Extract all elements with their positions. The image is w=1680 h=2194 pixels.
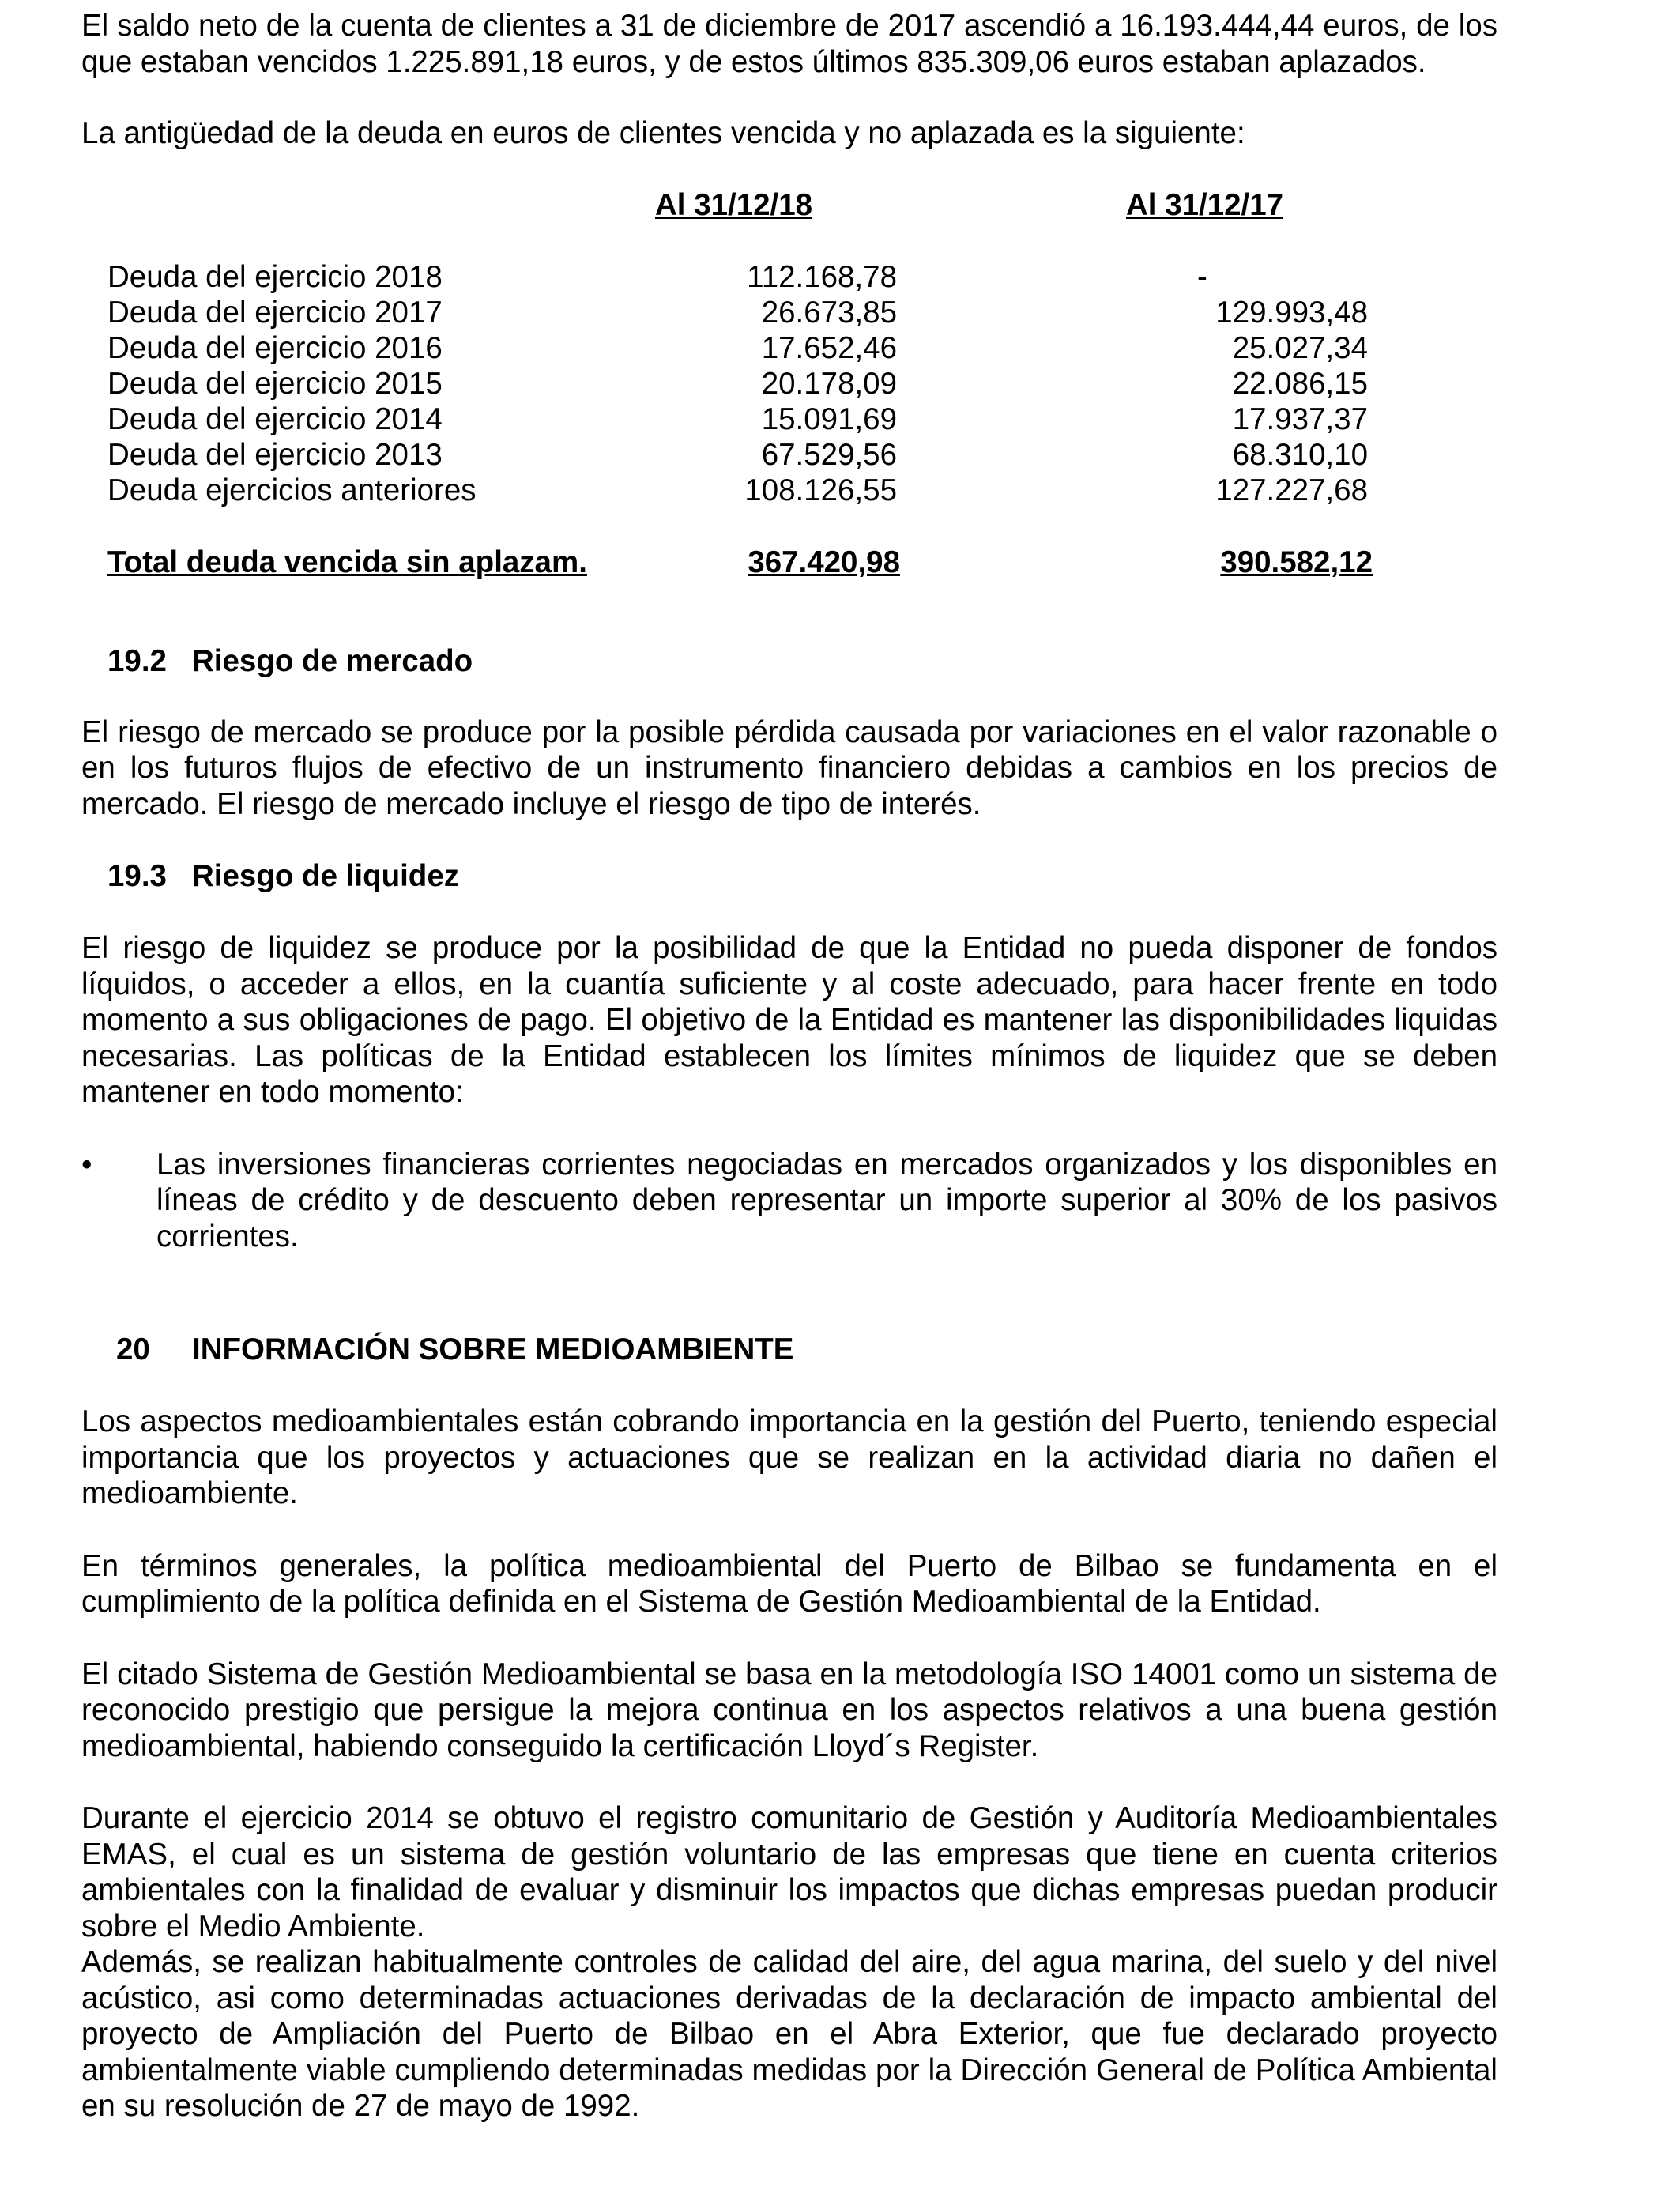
column-header-2018: Al 31/12/18 [655,187,813,222]
value-2018: 17.652,46 [761,330,897,365]
section-number: 19.3 [107,859,167,893]
value-2017: 127.227,68 [1215,473,1368,507]
section-title: Riesgo de liquidez [192,859,459,893]
table-row [81,295,1497,330]
row-label: Deuda ejercicios anteriores [107,473,477,507]
section-heading-20 [81,1332,1497,1367]
value-2017: 17.937,37 [1232,401,1368,436]
value-2018: 20.178,09 [761,366,897,401]
value-2018: 112.168,78 [747,259,897,294]
paragraph-medioambiente-3: El citado Sistema de Gestión Medioambiental se basa en la metodología ISO 14001 como un sistema de reconocido prestigio que persigue la mejora continua en los aspectos relativos a una buena gestión medioambiental, habiendo conseguido la certificación Lloyd´s Register. [81,1657,1497,1763]
paragraph-medioambiente-1: Los aspectos medioambientales están cobrando importancia en la gestión del Puerto, teniendo especial importancia que los proyectos y actuaciones que se realizan en la actividad diaria no dañen el medioambiente. [81,1404,1497,1510]
row-label: Deuda del ejercicio 2017 [107,295,443,330]
table-row [81,366,1497,401]
debt-aging-table [81,152,1497,579]
value-2018: 26.673,85 [761,295,897,330]
paragraph-saldo: El saldo neto de la cuenta de clientes a 31 de diciembre de 2017 ascendió a 16.193.444,44 euros, de los que estaban vencidos 1.225.891,18 euros, y de estos últimos 835.309,06 euros estaban aplazados. [81,9,1497,79]
value-2018: 108.126,55 [744,473,897,507]
value-2018: 67.529,56 [761,437,897,472]
table-row [81,473,1497,508]
paragraph-medioambiente-2: En términos generales, la política medioambiental del Puerto de Bilbao se fundamenta en el cumplimiento de la política definida en el Sistema de Gestión Medioambiental de la Entidad. [81,1548,1497,1619]
total-2018: 367.420,98 [748,545,900,579]
table-header-row [81,187,1497,223]
paragraph-riesgo-liquidez: El riesgo de liquidez se produce por la posibilidad de que la Entidad no pueda disponer de fondos líquidos, o acceder a ellos, en la cuantía suficiente y al coste adecuado, para hacer frente en todo momento a sus obligaciones de pago. El objetivo de la Entidad es mantener las disponibilidades liquidas necesarias. Las políticas de la Entidad establecen los límites mínimos de liquidez que se deben mantener en todo momento: [81,931,1497,1109]
paragraph-riesgo-mercado: El riesgo de mercado se produce por la posible pérdida causada por variaciones en el valor razonable o en los futuros flujos de efectivo de un instrumento financiero debidas a cambios en los precios de mercado. El riesgo de mercado incluye el riesgo de tipo de interés. [81,714,1497,821]
table-row [81,401,1497,437]
value-2017: 22.086,15 [1232,366,1368,401]
section-heading-19-2 [81,643,1497,679]
list-item [81,1147,1497,1255]
table-row [81,437,1497,473]
table-row [81,330,1497,366]
section-number: 20 [116,1333,150,1367]
value-2018: 15.091,69 [761,401,897,436]
total-2017: 390.582,12 [1220,545,1373,579]
row-label: Deuda del ejercicio 2015 [107,366,443,401]
paragraph-medioambiente-5: Además, se realizan habitualmente controles de calidad del aire, del agua marina, del suelo y del nivel acústico, asi como determinadas actuaciones derivadas de la declaración de impacto ambiental del proyecto de Ampliación del Puerto de Bilbao en el Abra Exterior, que fue declarado proyecto ambientalmente viable cumpliendo determinadas medidas por la Dirección General de Política Ambiental en su resolución de 27 de mayo de 1992. [81,1945,1497,2123]
bullet-text: Las inversiones financieras corrientes negociadas en mercados organizados y los disponibles en líneas de crédito y de descuento deben representar un importe superior al 30% de los pasivos corrientes. [156,1147,1497,1253]
row-label: Deuda del ejercicio 2014 [107,401,443,436]
section-title: Riesgo de mercado [192,643,473,678]
table-row [81,259,1497,295]
document-page [81,8,1497,2124]
row-label: Deuda del ejercicio 2016 [107,330,443,365]
row-label: Deuda del ejercicio 2013 [107,437,443,472]
value-2017: 129.993,48 [1215,295,1368,330]
section-number: 19.2 [107,643,167,678]
column-header-2017: Al 31/12/17 [1126,187,1284,222]
bullet-icon: • [81,1147,92,1182]
value-2017: - [1197,259,1207,294]
paragraph-medioambiente-4: Durante el ejercicio 2014 se obtuvo el registro comunitario de Gestión y Auditoría Medioambientales EMAS, el cual es un sistema de gestión voluntario de las empresas que tiene en cuenta criterios ambientales con la finalidad de evaluar y disminuir los impactos que dichas empresas puedan producir sobre el Medio Ambiente. [81,1801,1497,1943]
section-title: INFORMACIÓN SOBRE MEDIOAMBIENTE [192,1333,794,1367]
paragraph-antiguedad: La antigüedad de la deuda en euros de clientes vencida y no aplazada es la siguiente: [81,116,1245,150]
value-2017: 68.310,10 [1232,437,1368,472]
total-label: Total deuda vencida sin aplazam. [107,545,587,579]
value-2017: 25.027,34 [1232,330,1368,365]
row-label: Deuda del ejercicio 2018 [107,259,443,294]
table-total-row [81,545,1497,580]
section-heading-19-3 [81,858,1497,894]
